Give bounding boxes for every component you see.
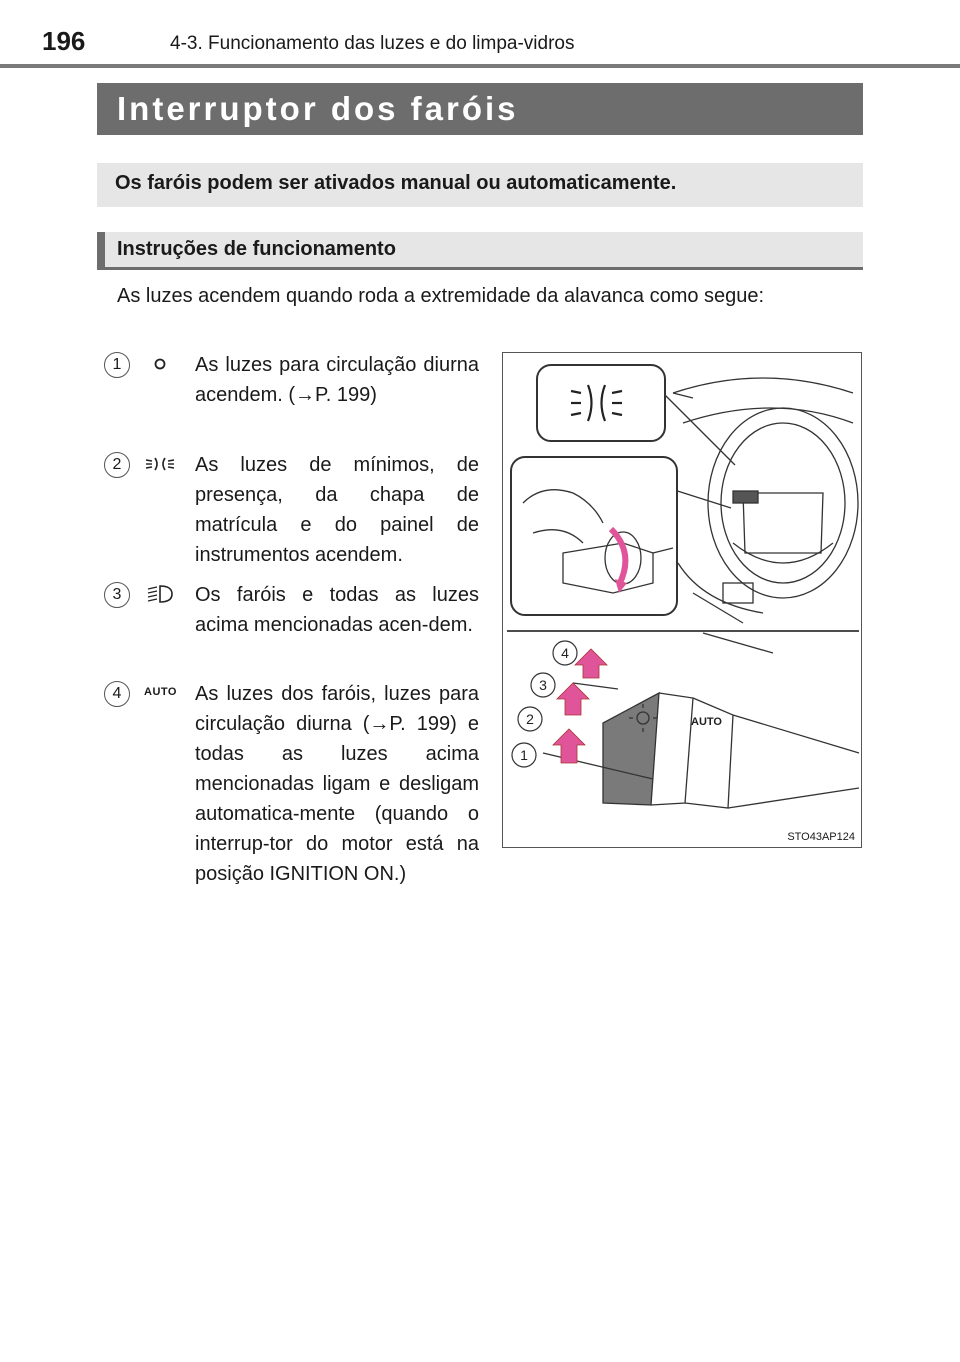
daytime-running-light-icon [142, 352, 178, 376]
item-number: 4 [104, 681, 130, 707]
chapter-title: 4-3. Funcionamento das luzes e do limpa-vidros [170, 33, 575, 54]
callout-1: 1 [520, 747, 528, 763]
item-description: As luzes dos faróis, luzes para circulação diurna (→P. 199) e todas as luzes acima mencionadas ligam e desligam automatica-mente (quando o interrup-tor do motor está na posição IGNITION ON.) [195, 683, 479, 885]
figure-code: STO43AP124 [787, 831, 855, 843]
instructions-heading: Instruções de funcionamento [97, 232, 863, 270]
list-item [104, 679, 479, 889]
list-item [104, 350, 479, 410]
headlight-switch-figure [502, 352, 862, 848]
list-item [104, 580, 479, 640]
callout-3: 3 [539, 677, 547, 693]
summary-box: Os faróis podem ser ativados manual ou automaticamente. [97, 163, 863, 207]
callout-4: 4 [561, 645, 569, 661]
item-number: 3 [104, 582, 130, 608]
item-description: Os faróis e todas as luzes acima mencionadas acen-dem. [195, 584, 479, 636]
headlight-icon [142, 582, 178, 606]
illustration [503, 353, 863, 849]
item-number: 2 [104, 452, 130, 478]
auto-icon: AUTO [144, 686, 177, 698]
callout-2: 2 [526, 711, 534, 727]
header-rule [0, 64, 960, 68]
item-number: 1 [104, 352, 130, 378]
item-description: As luzes para circulação diurna acendem. (→P. 199) [195, 354, 479, 406]
section-title: Interruptor dos faróis [97, 83, 863, 135]
item-description: As luzes de mínimos, de presença, da chapa de matrícula e do painel de instrumentos acendem. [195, 454, 479, 566]
figure-auto-label: AUTO [691, 716, 722, 728]
parking-lights-icon [142, 452, 178, 476]
list-item [104, 450, 479, 570]
page-number: 196 [42, 26, 86, 56]
intro-paragraph: As luzes acendem quando roda a extremidade da alavanca como segue: [117, 285, 765, 307]
